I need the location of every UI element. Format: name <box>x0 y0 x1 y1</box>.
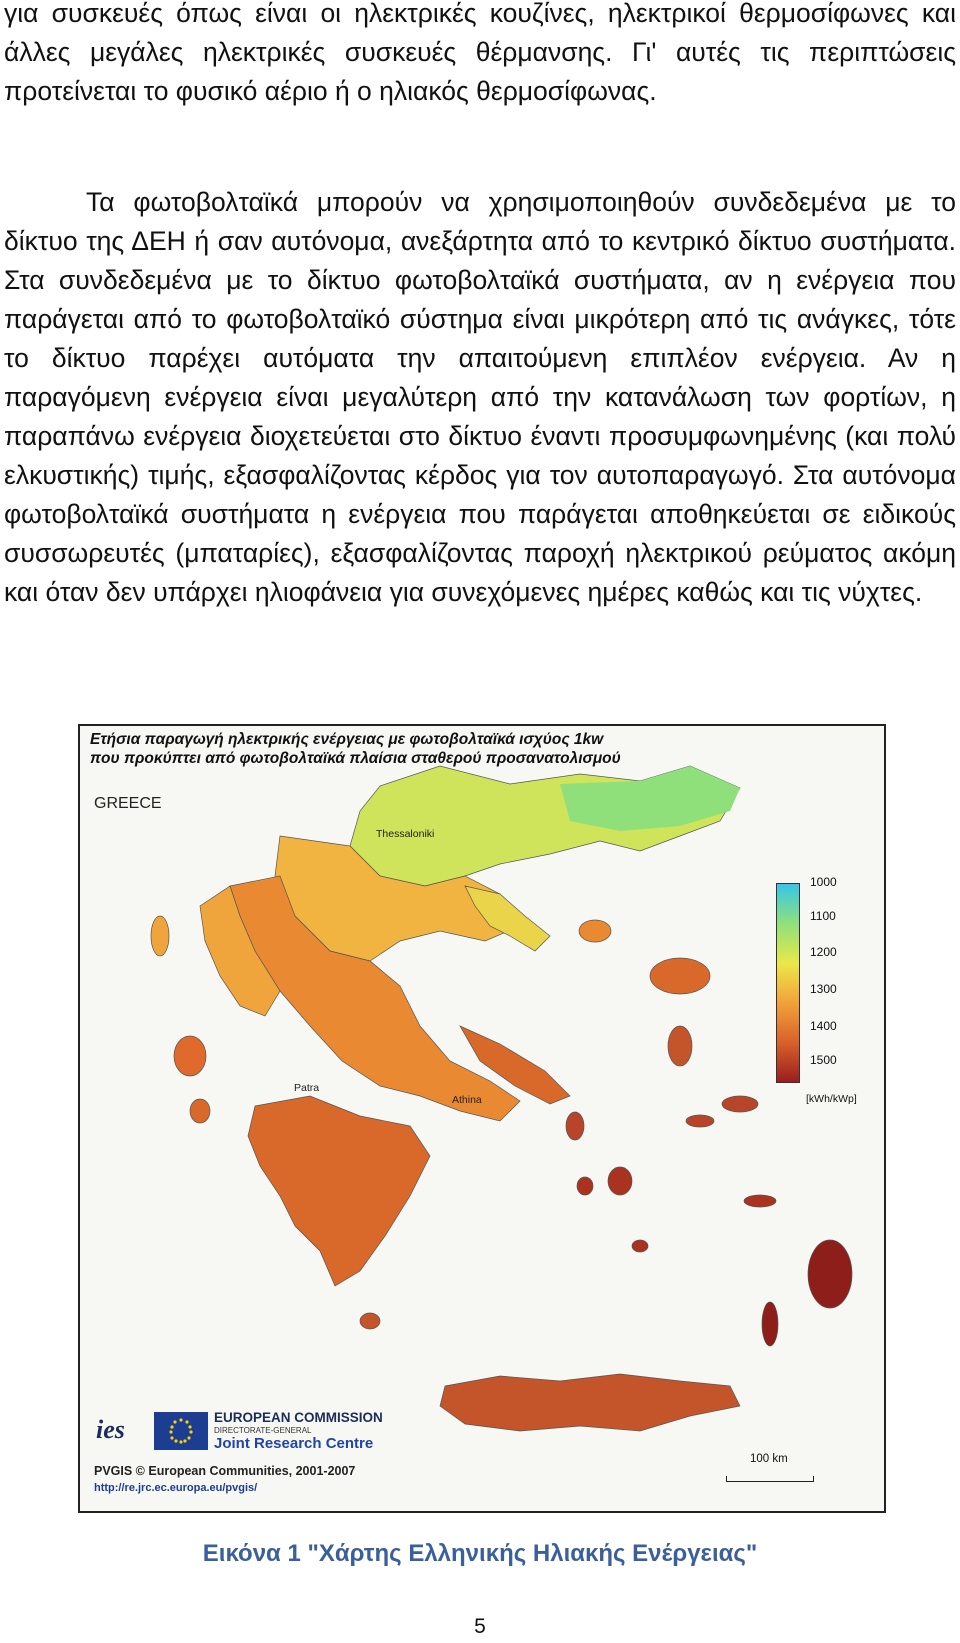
legend-tick-1300: 1300 <box>810 982 837 996</box>
legend-color-bar <box>776 883 800 1083</box>
legend-tick-1200: 1200 <box>810 945 837 959</box>
pvgis-copyright: PVGIS © European Communities, 2001-2007 <box>94 1464 356 1478</box>
legend-tick-1500: 1500 <box>810 1053 837 1067</box>
ies-logo-icon <box>94 1410 144 1454</box>
map-island-rhodes <box>808 1240 852 1308</box>
map-island-lesvos <box>650 958 710 994</box>
figure-title <box>90 730 621 768</box>
map-island-andros <box>566 1112 584 1140</box>
eu-flag-icon <box>154 1412 208 1450</box>
country-label: GREECE <box>94 795 162 812</box>
legend-tick-1100: 1100 <box>810 909 836 923</box>
city-label-patra: Patra <box>294 1082 320 1094</box>
page-number: 5 <box>474 1615 486 1638</box>
map-island-chios <box>668 1026 692 1066</box>
legend-unit: [kWh/kWp] <box>806 1093 857 1105</box>
organization-logos <box>90 1406 490 1506</box>
figure-caption: Εικόνα 1 "Χάρτης Ελληνικής Ηλιακής Ενέργειας" <box>202 1540 758 1567</box>
body-paragraph-1: για συσκευές όπως είναι οι ηλεκτρικές κουζίνες, ηλεκτρικοί θερμοσίφωνες και άλλες μεγάλες ηλεκτρικές συσκευές θέρμανσης. Γι' αυτές τις περιπτώσεις προτείνεται το φυσικό αέριο ή ο ηλιακός θερμοσίφωνας. <box>4 0 956 106</box>
map-island-ikaria <box>686 1115 714 1127</box>
figure-title-line-1: Ετήσια παραγωγή ηλεκτρικής ενέργειας με φωτοβολταϊκά ισχύος 1kw <box>90 731 604 748</box>
scale-label: 100 km <box>750 1453 788 1465</box>
map-island-samos <box>722 1096 758 1112</box>
map-island-kefalonia <box>174 1036 206 1076</box>
map-island-karpathos <box>762 1302 778 1346</box>
solar-map-figure <box>78 724 886 1513</box>
map-island-naxos <box>608 1167 632 1195</box>
map-island-kythira <box>360 1313 380 1329</box>
european-commission-label: EUROPEAN COMMISSION <box>214 1410 383 1425</box>
legend-tick-1000: 1000 <box>810 875 837 889</box>
directorate-general-label: DIRECTORATE-GENERAL <box>214 1426 312 1435</box>
greece-solar-map <box>80 726 884 1511</box>
figure-title-line-2: που προκύπτει από φωτοβολταϊκά πλαίσια σταθερού προσανατολισμού <box>90 750 621 767</box>
map-island-zakynthos <box>190 1099 210 1123</box>
svg-text:ies: ies <box>96 1415 125 1444</box>
map-island-santorini <box>632 1240 648 1252</box>
map-island-corfu <box>151 916 169 956</box>
pvgis-url: http://re.jrc.ec.europa.eu/pvgis/ <box>94 1482 258 1494</box>
city-label-thessaloniki: Thessaloniki <box>376 828 435 840</box>
scale-bar <box>726 1476 814 1482</box>
map-region-peloponnese <box>248 1096 430 1286</box>
map-island-kos <box>744 1195 776 1207</box>
map-island-limnos <box>579 920 611 942</box>
body-paragraph-2: Τα φωτοβολταϊκά μπορούν να χρησιμοποιηθούν συνδεδεμένα με το δίκτυο της ΔΕΗ ή σαν αυτόνομα, ανεξάρτητα από το κεντρικό δίκτυο συστήματα. Στα συνδεδεμένα με το δίκτυο φωτοβολταϊκά συστήματα, αν η ενέργεια που παράγεται από το φωτοβολταϊκό σύστημα είναι μικρότερη από τις ανάγκες, τότε το δίκτυο παρέχει αυτόματα την απαιτούμενη επιπλέον ενέργεια. Αν η παραγόμενη ενέργεια είναι μεγαλύτερη από την κατανάλωση των φορτίων, η παραπάνω ενέργεια διοχετεύεται στο δίκτυο έναντι προσυμφωνημένης (και πολύ ελκυστικής) τιμής, εξασφαλίζοντας κέρδος για τον αυτοπαραγωγό. Στα αυτόνομα φωτοβολταϊκά συστήματα η ενέργεια που παράγεται αποθηκεύεται σε ειδικούς συσσωρευτές (μπαταρίες), εξασφαλίζοντας παροχή ηλεκτρικού ρεύματος ακόμη και όταν δεν υπάρχει ηλιοφάνεια για συνεχόμενες ημέρες καθώς και τις νύχτες. <box>4 187 956 607</box>
map-island-paros <box>577 1177 593 1195</box>
city-label-athina: Athina <box>452 1094 482 1106</box>
joint-research-centre-label: Joint Research Centre <box>214 1435 374 1452</box>
legend-tick-1400: 1400 <box>810 1019 837 1033</box>
